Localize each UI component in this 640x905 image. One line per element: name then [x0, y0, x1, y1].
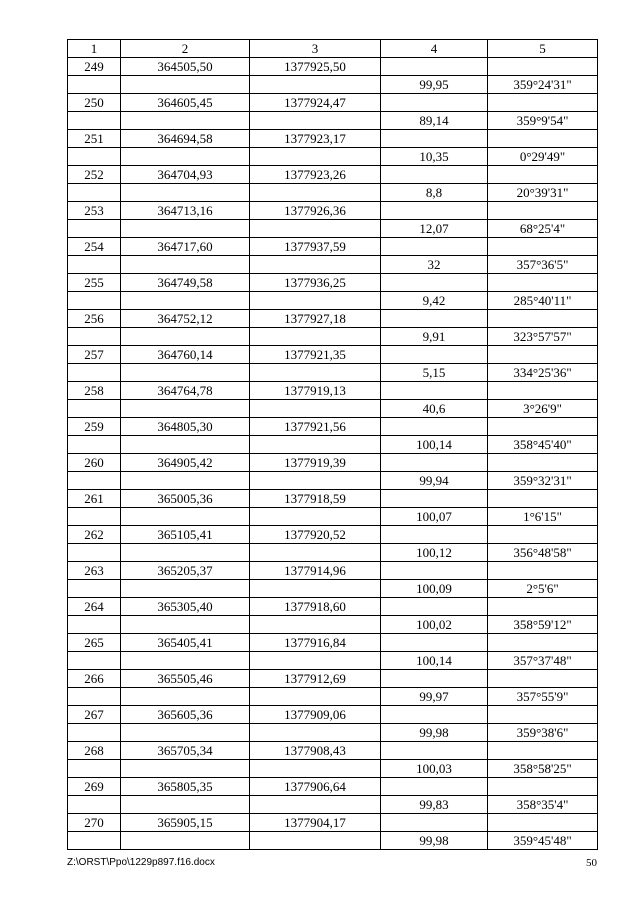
table-cell — [488, 598, 598, 616]
table-cell: 1377904,17 — [250, 814, 381, 832]
table-cell — [488, 490, 598, 508]
table-row — [68, 454, 598, 472]
table-cell: 250 — [68, 94, 121, 112]
table-cell: 8,8 — [381, 184, 488, 202]
table-row — [68, 346, 598, 364]
table-cell: 100,07 — [381, 508, 488, 526]
table-cell: 9,91 — [381, 328, 488, 346]
table-cell — [488, 310, 598, 328]
table-cell: 99,83 — [381, 796, 488, 814]
table-cell — [250, 688, 381, 706]
table-cell — [488, 202, 598, 220]
header-col-3: 3 — [250, 40, 381, 58]
table-cell — [488, 634, 598, 652]
table-cell: 260 — [68, 454, 121, 472]
table-row — [68, 652, 598, 670]
table-row — [68, 544, 598, 562]
table-cell — [488, 670, 598, 688]
table-cell — [250, 76, 381, 94]
table-cell: 263 — [68, 562, 121, 580]
table-cell — [68, 832, 121, 850]
table-cell — [488, 454, 598, 472]
table-cell — [68, 436, 121, 454]
table-cell: 3°26'9" — [488, 400, 598, 418]
table-cell — [381, 562, 488, 580]
table-cell: 249 — [68, 58, 121, 76]
table-cell — [381, 130, 488, 148]
table-row — [68, 184, 598, 202]
table-cell — [68, 472, 121, 490]
table-row — [68, 634, 598, 652]
table-row — [68, 814, 598, 832]
table-cell: 100,14 — [381, 436, 488, 454]
table-cell — [68, 400, 121, 418]
header-col-1: 1 — [68, 40, 121, 58]
table-cell — [121, 472, 250, 490]
table-cell: 365305,40 — [121, 598, 250, 616]
table-cell — [250, 328, 381, 346]
header-col-2: 2 — [121, 40, 250, 58]
table-cell — [121, 364, 250, 382]
table-cell — [250, 220, 381, 238]
table-cell: 1377925,50 — [250, 58, 381, 76]
table-cell — [381, 778, 488, 796]
table-cell: 9,42 — [381, 292, 488, 310]
table-cell: 358°45'40" — [488, 436, 598, 454]
table-cell: 1377919,13 — [250, 382, 381, 400]
table-row — [68, 562, 598, 580]
table-cell — [121, 508, 250, 526]
table-cell: 365905,15 — [121, 814, 250, 832]
table-row — [68, 580, 598, 598]
table-cell: 359°38'6" — [488, 724, 598, 742]
table-row — [68, 418, 598, 436]
table-row — [68, 436, 598, 454]
table-cell — [121, 580, 250, 598]
table-cell — [121, 436, 250, 454]
table-cell — [68, 544, 121, 562]
table-cell: 1°6'15" — [488, 508, 598, 526]
table-cell — [250, 472, 381, 490]
table-cell — [121, 220, 250, 238]
table-cell — [121, 148, 250, 166]
table-cell — [381, 742, 488, 760]
table-cell: 1377921,35 — [250, 346, 381, 364]
table-cell — [381, 382, 488, 400]
table-cell: 364905,42 — [121, 454, 250, 472]
table-cell — [121, 796, 250, 814]
table-cell — [381, 670, 488, 688]
table-cell — [381, 202, 488, 220]
table-row — [68, 382, 598, 400]
table-cell — [68, 220, 121, 238]
table-cell — [121, 292, 250, 310]
table-cell — [250, 508, 381, 526]
table-row — [68, 778, 598, 796]
table-row — [68, 130, 598, 148]
table-cell — [68, 760, 121, 778]
table-cell — [250, 832, 381, 850]
table-cell: 262 — [68, 526, 121, 544]
table-cell: 253 — [68, 202, 121, 220]
table-row — [68, 274, 598, 292]
table-cell: 0°29'49" — [488, 148, 598, 166]
table-cell — [488, 58, 598, 76]
table-cell — [381, 526, 488, 544]
table-cell — [381, 346, 488, 364]
table-cell — [68, 580, 121, 598]
table-cell: 364805,30 — [121, 418, 250, 436]
header-col-4: 4 — [381, 40, 488, 58]
table-cell — [381, 814, 488, 832]
table-cell — [250, 760, 381, 778]
table-cell — [488, 742, 598, 760]
table-cell — [68, 292, 121, 310]
table-cell — [250, 292, 381, 310]
table-cell: 99,98 — [381, 832, 488, 850]
table-row — [68, 292, 598, 310]
table-cell: 364760,14 — [121, 346, 250, 364]
table-cell — [381, 418, 488, 436]
table-cell: 323°57'57" — [488, 328, 598, 346]
table-row — [68, 616, 598, 634]
table-cell: 32 — [381, 256, 488, 274]
table-row — [68, 148, 598, 166]
table-cell — [68, 364, 121, 382]
table-cell: 99,94 — [381, 472, 488, 490]
table-row — [68, 706, 598, 724]
table-cell — [68, 184, 121, 202]
table-cell — [488, 382, 598, 400]
table-cell — [250, 400, 381, 418]
table-cell: 364713,16 — [121, 202, 250, 220]
table-cell: 1377926,36 — [250, 202, 381, 220]
table-cell — [68, 256, 121, 274]
table-cell: 365105,41 — [121, 526, 250, 544]
table-cell: 364704,93 — [121, 166, 250, 184]
table-cell — [488, 238, 598, 256]
table-row — [68, 670, 598, 688]
table-row — [68, 76, 598, 94]
table-cell: 358°35'4" — [488, 796, 598, 814]
table-cell: 365705,34 — [121, 742, 250, 760]
table-cell — [121, 112, 250, 130]
table-cell — [250, 184, 381, 202]
table-cell: 264 — [68, 598, 121, 616]
table-row — [68, 328, 598, 346]
table-cell — [381, 634, 488, 652]
table-cell: 10,35 — [381, 148, 488, 166]
table-row — [68, 472, 598, 490]
table-cell — [250, 436, 381, 454]
table-row — [68, 832, 598, 850]
table-cell: 1377936,25 — [250, 274, 381, 292]
table-cell — [488, 418, 598, 436]
table-cell — [121, 724, 250, 742]
table-cell: 357°37'48" — [488, 652, 598, 670]
table-cell: 100,09 — [381, 580, 488, 598]
table-cell: 255 — [68, 274, 121, 292]
table-cell — [250, 148, 381, 166]
table-cell — [488, 526, 598, 544]
table-cell: 1377914,96 — [250, 562, 381, 580]
table-cell: 365505,46 — [121, 670, 250, 688]
table-cell: 99,97 — [381, 688, 488, 706]
table-cell: 1377919,39 — [250, 454, 381, 472]
table-row — [68, 508, 598, 526]
table-cell — [488, 778, 598, 796]
table-cell: 2°5'6" — [488, 580, 598, 598]
table-cell — [68, 796, 121, 814]
table-cell: 254 — [68, 238, 121, 256]
footer-file-path: Z:\ORST\Ppo\1229p897.f16.docx — [67, 857, 215, 868]
table-cell: 364605,45 — [121, 94, 250, 112]
table-cell: 261 — [68, 490, 121, 508]
table-cell: 268 — [68, 742, 121, 760]
table-body — [68, 58, 598, 850]
table-cell — [121, 256, 250, 274]
table-cell: 256 — [68, 310, 121, 328]
table-cell: 357°36'5" — [488, 256, 598, 274]
table-cell — [381, 706, 488, 724]
table-cell: 258 — [68, 382, 121, 400]
table-cell — [250, 652, 381, 670]
table-cell: 364717,60 — [121, 238, 250, 256]
table-cell: 365805,35 — [121, 778, 250, 796]
table-cell — [121, 652, 250, 670]
table-cell: 1377918,60 — [250, 598, 381, 616]
table-cell — [121, 544, 250, 562]
table-cell — [250, 796, 381, 814]
table-cell: 267 — [68, 706, 121, 724]
table-cell — [68, 652, 121, 670]
header-col-5: 5 — [488, 40, 598, 58]
table-cell — [250, 724, 381, 742]
table-cell: 266 — [68, 670, 121, 688]
table-cell: 359°32'31" — [488, 472, 598, 490]
table-cell: 1377923,26 — [250, 166, 381, 184]
table-cell: 365605,36 — [121, 706, 250, 724]
table-cell: 364764,78 — [121, 382, 250, 400]
table-row — [68, 94, 598, 112]
table-cell: 270 — [68, 814, 121, 832]
table-cell: 359°24'31" — [488, 76, 598, 94]
table-cell — [381, 598, 488, 616]
table-cell: 68°25'4" — [488, 220, 598, 238]
table-row — [68, 238, 598, 256]
table-cell — [68, 724, 121, 742]
table-cell: 359°45'48" — [488, 832, 598, 850]
table-cell: 1377912,69 — [250, 670, 381, 688]
table-cell: 365205,37 — [121, 562, 250, 580]
table-cell — [250, 256, 381, 274]
table-cell — [488, 166, 598, 184]
table-cell: 358°59'12" — [488, 616, 598, 634]
table-row — [68, 598, 598, 616]
table-row — [68, 256, 598, 274]
table-cell — [250, 112, 381, 130]
table-cell: 1377918,59 — [250, 490, 381, 508]
table-cell — [488, 346, 598, 364]
table-cell: 364505,50 — [121, 58, 250, 76]
table-cell: 334°25'36" — [488, 364, 598, 382]
table-cell — [68, 328, 121, 346]
table-cell: 269 — [68, 778, 121, 796]
table-cell — [488, 814, 598, 832]
table-cell: 265 — [68, 634, 121, 652]
table-cell — [381, 274, 488, 292]
table-cell: 89,14 — [381, 112, 488, 130]
table-cell — [488, 274, 598, 292]
table-cell — [488, 94, 598, 112]
table-cell — [488, 130, 598, 148]
table-cell — [68, 616, 121, 634]
table-cell — [381, 166, 488, 184]
table-cell — [381, 310, 488, 328]
table-cell: 1377906,64 — [250, 778, 381, 796]
table-row — [68, 400, 598, 418]
table-cell: 1377908,43 — [250, 742, 381, 760]
table-cell — [121, 760, 250, 778]
table-row — [68, 724, 598, 742]
table-cell: 40,6 — [381, 400, 488, 418]
table-row — [68, 220, 598, 238]
coordinates-table — [67, 39, 598, 850]
table-cell: 99,95 — [381, 76, 488, 94]
table-cell: 1377920,52 — [250, 526, 381, 544]
table-cell: 1377924,47 — [250, 94, 381, 112]
table-cell — [381, 238, 488, 256]
table-cell — [121, 76, 250, 94]
table-cell — [121, 184, 250, 202]
table-cell: 100,02 — [381, 616, 488, 634]
table-cell: 365005,36 — [121, 490, 250, 508]
table-row — [68, 796, 598, 814]
table-cell — [250, 544, 381, 562]
table-row — [68, 310, 598, 328]
table-cell: 12,07 — [381, 220, 488, 238]
table-cell: 100,12 — [381, 544, 488, 562]
table-cell: 364749,58 — [121, 274, 250, 292]
table-cell: 259 — [68, 418, 121, 436]
table-cell: 100,14 — [381, 652, 488, 670]
table-row — [68, 112, 598, 130]
table-cell: 359°9'54" — [488, 112, 598, 130]
table-cell: 252 — [68, 166, 121, 184]
table-cell: 356°48'58" — [488, 544, 598, 562]
table-cell — [121, 400, 250, 418]
table-row — [68, 526, 598, 544]
table-cell: 358°58'25" — [488, 760, 598, 778]
table-cell — [381, 94, 488, 112]
table-cell — [68, 688, 121, 706]
table-row — [68, 742, 598, 760]
table-cell — [68, 508, 121, 526]
table-cell — [381, 58, 488, 76]
table-cell — [121, 832, 250, 850]
table-cell — [68, 148, 121, 166]
table-cell: 1377916,84 — [250, 634, 381, 652]
table-cell: 364752,12 — [121, 310, 250, 328]
table-cell — [488, 706, 598, 724]
table-cell — [121, 688, 250, 706]
table-cell: 99,98 — [381, 724, 488, 742]
table-row — [68, 490, 598, 508]
table-cell — [381, 490, 488, 508]
table-cell: 100,03 — [381, 760, 488, 778]
table-cell — [250, 364, 381, 382]
table-cell — [250, 616, 381, 634]
table-row — [68, 760, 598, 778]
table-cell — [250, 580, 381, 598]
table-cell — [121, 616, 250, 634]
table-cell: 257 — [68, 346, 121, 364]
table-row — [68, 166, 598, 184]
table-cell: 20°39'31" — [488, 184, 598, 202]
table-row — [68, 364, 598, 382]
table-header-row — [68, 40, 598, 58]
table-cell: 251 — [68, 130, 121, 148]
table-cell: 285°40'11" — [488, 292, 598, 310]
table-cell: 1377909,06 — [250, 706, 381, 724]
table-cell — [381, 454, 488, 472]
table-cell: 1377921,56 — [250, 418, 381, 436]
table-cell — [121, 328, 250, 346]
table-cell: 5,15 — [381, 364, 488, 382]
table-cell: 365405,41 — [121, 634, 250, 652]
table-cell: 1377937,59 — [250, 238, 381, 256]
table-row — [68, 202, 598, 220]
table-cell: 364694,58 — [121, 130, 250, 148]
table-cell: 1377927,18 — [250, 310, 381, 328]
table-cell — [68, 76, 121, 94]
table-cell: 357°55'9" — [488, 688, 598, 706]
table-row — [68, 688, 598, 706]
footer-page-number: 50 — [586, 857, 597, 869]
table-cell: 1377923,17 — [250, 130, 381, 148]
table-cell — [488, 562, 598, 580]
table-cell — [68, 112, 121, 130]
table-row — [68, 58, 598, 76]
